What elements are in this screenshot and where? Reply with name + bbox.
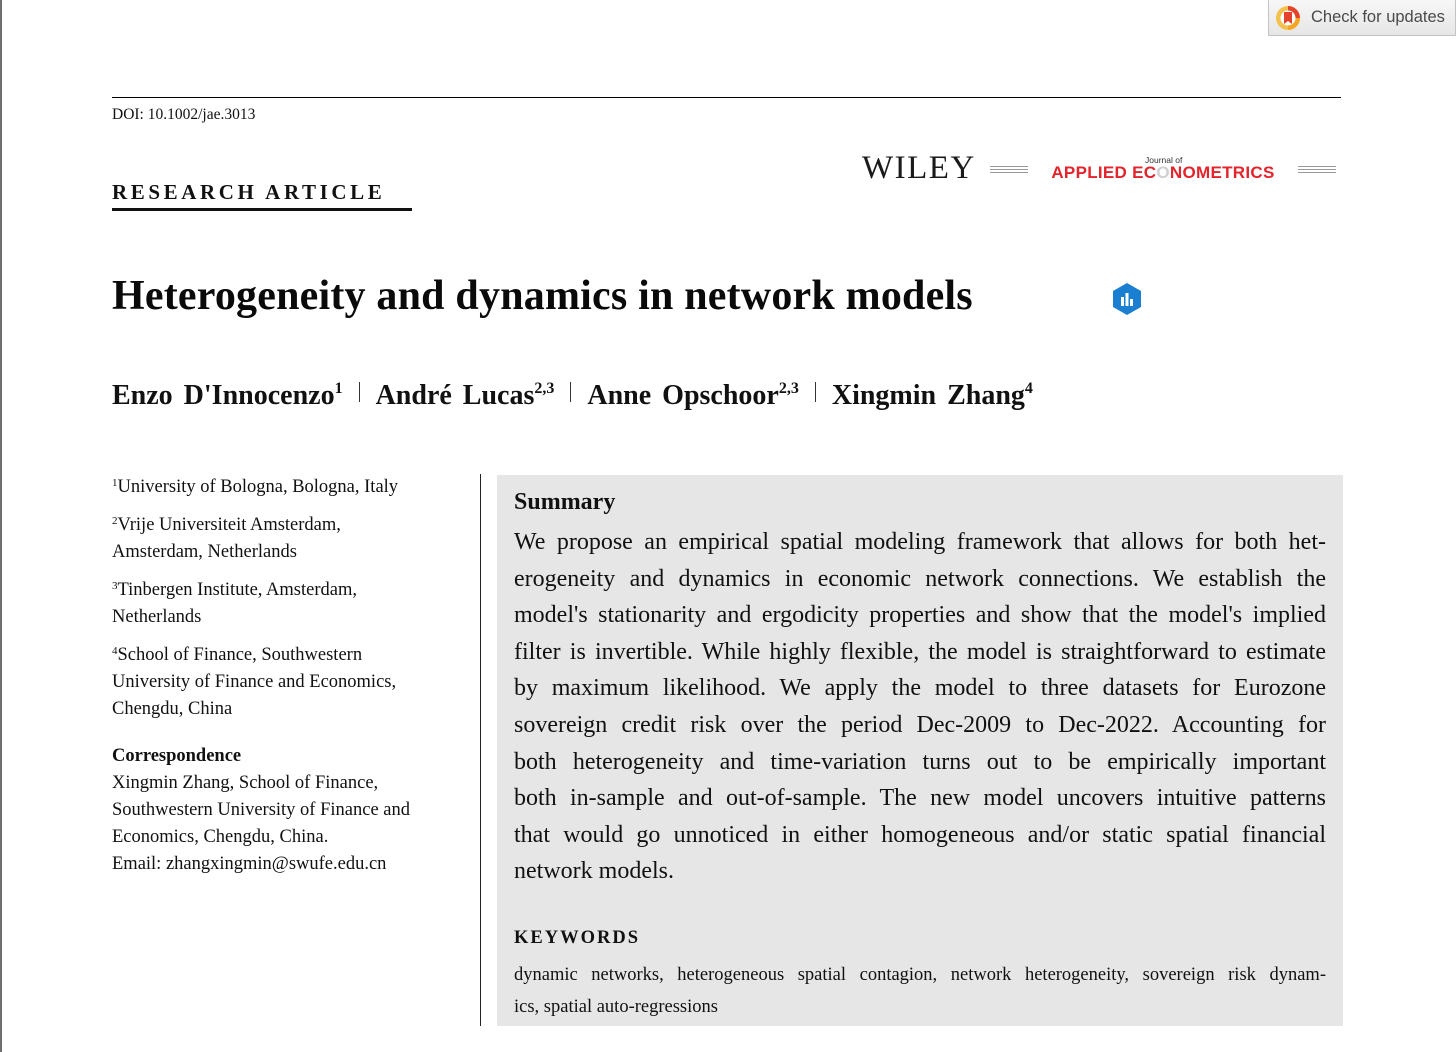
publisher-logo[interactable] <box>862 150 976 187</box>
summary-line: erogeneity and dynamics in economic network connections. We establish the <box>514 565 1326 592</box>
keywords-line: dynamic networks, heterogeneous spatial contagion, network heterogeneity, sovereign risk dynam- <box>514 964 1326 985</box>
correspondence-title: Correspondence <box>112 746 242 766</box>
summary-line: both heterogeneity and time-variation turns out to be empirically important <box>514 748 1326 775</box>
publisher-name: WILEY <box>862 150 976 186</box>
summary-line: sovereign credit risk over the period Dec-2009 to Dec-2022. Accounting for <box>514 711 1326 738</box>
article-type-underline <box>112 208 412 211</box>
journal-logo-name: APPLIED ECONOMETRICS <box>1051 163 1275 182</box>
keywords-text <box>514 959 1326 1023</box>
check-for-updates-button[interactable] <box>1268 0 1456 36</box>
check-for-updates-label: Check for updates <box>1311 8 1445 26</box>
column-divider <box>480 474 481 1026</box>
affiliation-2: $^2$Vrije Universiteit Amsterdam, Amsterdam, Netherlands <box>112 515 341 562</box>
author-1[interactable]: Enzo D'Innocenzo$^1$ <box>112 380 343 411</box>
journal-logo[interactable] <box>990 155 1336 185</box>
summary-title: Summary <box>514 489 616 515</box>
author-separator <box>815 382 816 402</box>
affiliation-4: $^4$School of Finance, Southwestern University of Finance and Economics, Chengdu, China <box>112 645 397 719</box>
summary-line: We propose an empirical spatial modeling framework that allows for both het- <box>514 529 1326 555</box>
journal-logo-lines-right <box>1298 166 1336 175</box>
summary-line: that would go unnoticed in either homogeneous and/or static spatial financial <box>514 821 1326 848</box>
doi[interactable]: DOI: 10.1002/jae.3013 <box>112 106 256 123</box>
article-type-label: RESEARCH ARTICLE <box>112 180 386 204</box>
keywords-line: ics, spatial auto-regressions <box>514 996 718 1017</box>
summary-line: both in-sample and out-of-sample. The new model uncovers intuitive patterns <box>514 785 1326 812</box>
summary-box <box>497 475 1343 1026</box>
article-title: Heterogeneity and dynamics in network models <box>112 273 973 319</box>
affiliation-3: $^3$Tinbergen Institute, Amsterdam, Netherlands <box>112 580 357 627</box>
author-separator <box>570 382 571 402</box>
author-3[interactable]: Anne Opschoor$^{2,3}$ <box>587 380 799 411</box>
summary-text <box>514 524 1326 890</box>
affiliations <box>112 470 462 878</box>
correspondence-details: Xingmin Zhang, School of Finance, Southwestern University of Finance and Economics, Chengdu, China. Email: zhangxingmin@swufe.edu.cn <box>112 773 410 874</box>
author-list <box>112 380 1033 412</box>
author-4[interactable]: Xingmin Zhang$^4$ <box>831 380 1033 411</box>
header-rule <box>112 97 1341 98</box>
correspondence-email[interactable]: Email: zhangxingmin@swufe.edu.cn <box>112 854 387 874</box>
keywords-title: KEYWORDS <box>514 927 640 948</box>
summary-line: by maximum likelihood. We apply the model to three datasets for Eurozone <box>514 675 1326 702</box>
summary-line: network models. <box>514 858 674 885</box>
affiliation-1: $^1$University of Bologna, Bologna, Italy <box>112 477 399 497</box>
journal-logo-small-text: Journal of <box>1145 155 1183 165</box>
crossmark-icon <box>1275 5 1301 31</box>
window-left-edge <box>0 0 2 1052</box>
author-separator <box>359 382 360 402</box>
open-data-icon[interactable] <box>1111 282 1143 316</box>
summary-line: model's stationarity and ergodicity properties and show that the model's implied <box>514 602 1326 629</box>
author-2[interactable]: André Lucas$^{2,3}$ <box>375 380 555 411</box>
journal-logo-lines-left <box>990 166 1028 175</box>
summary-line: filter is invertible. While highly flexible, the model is straightforward to estimate <box>514 638 1326 665</box>
